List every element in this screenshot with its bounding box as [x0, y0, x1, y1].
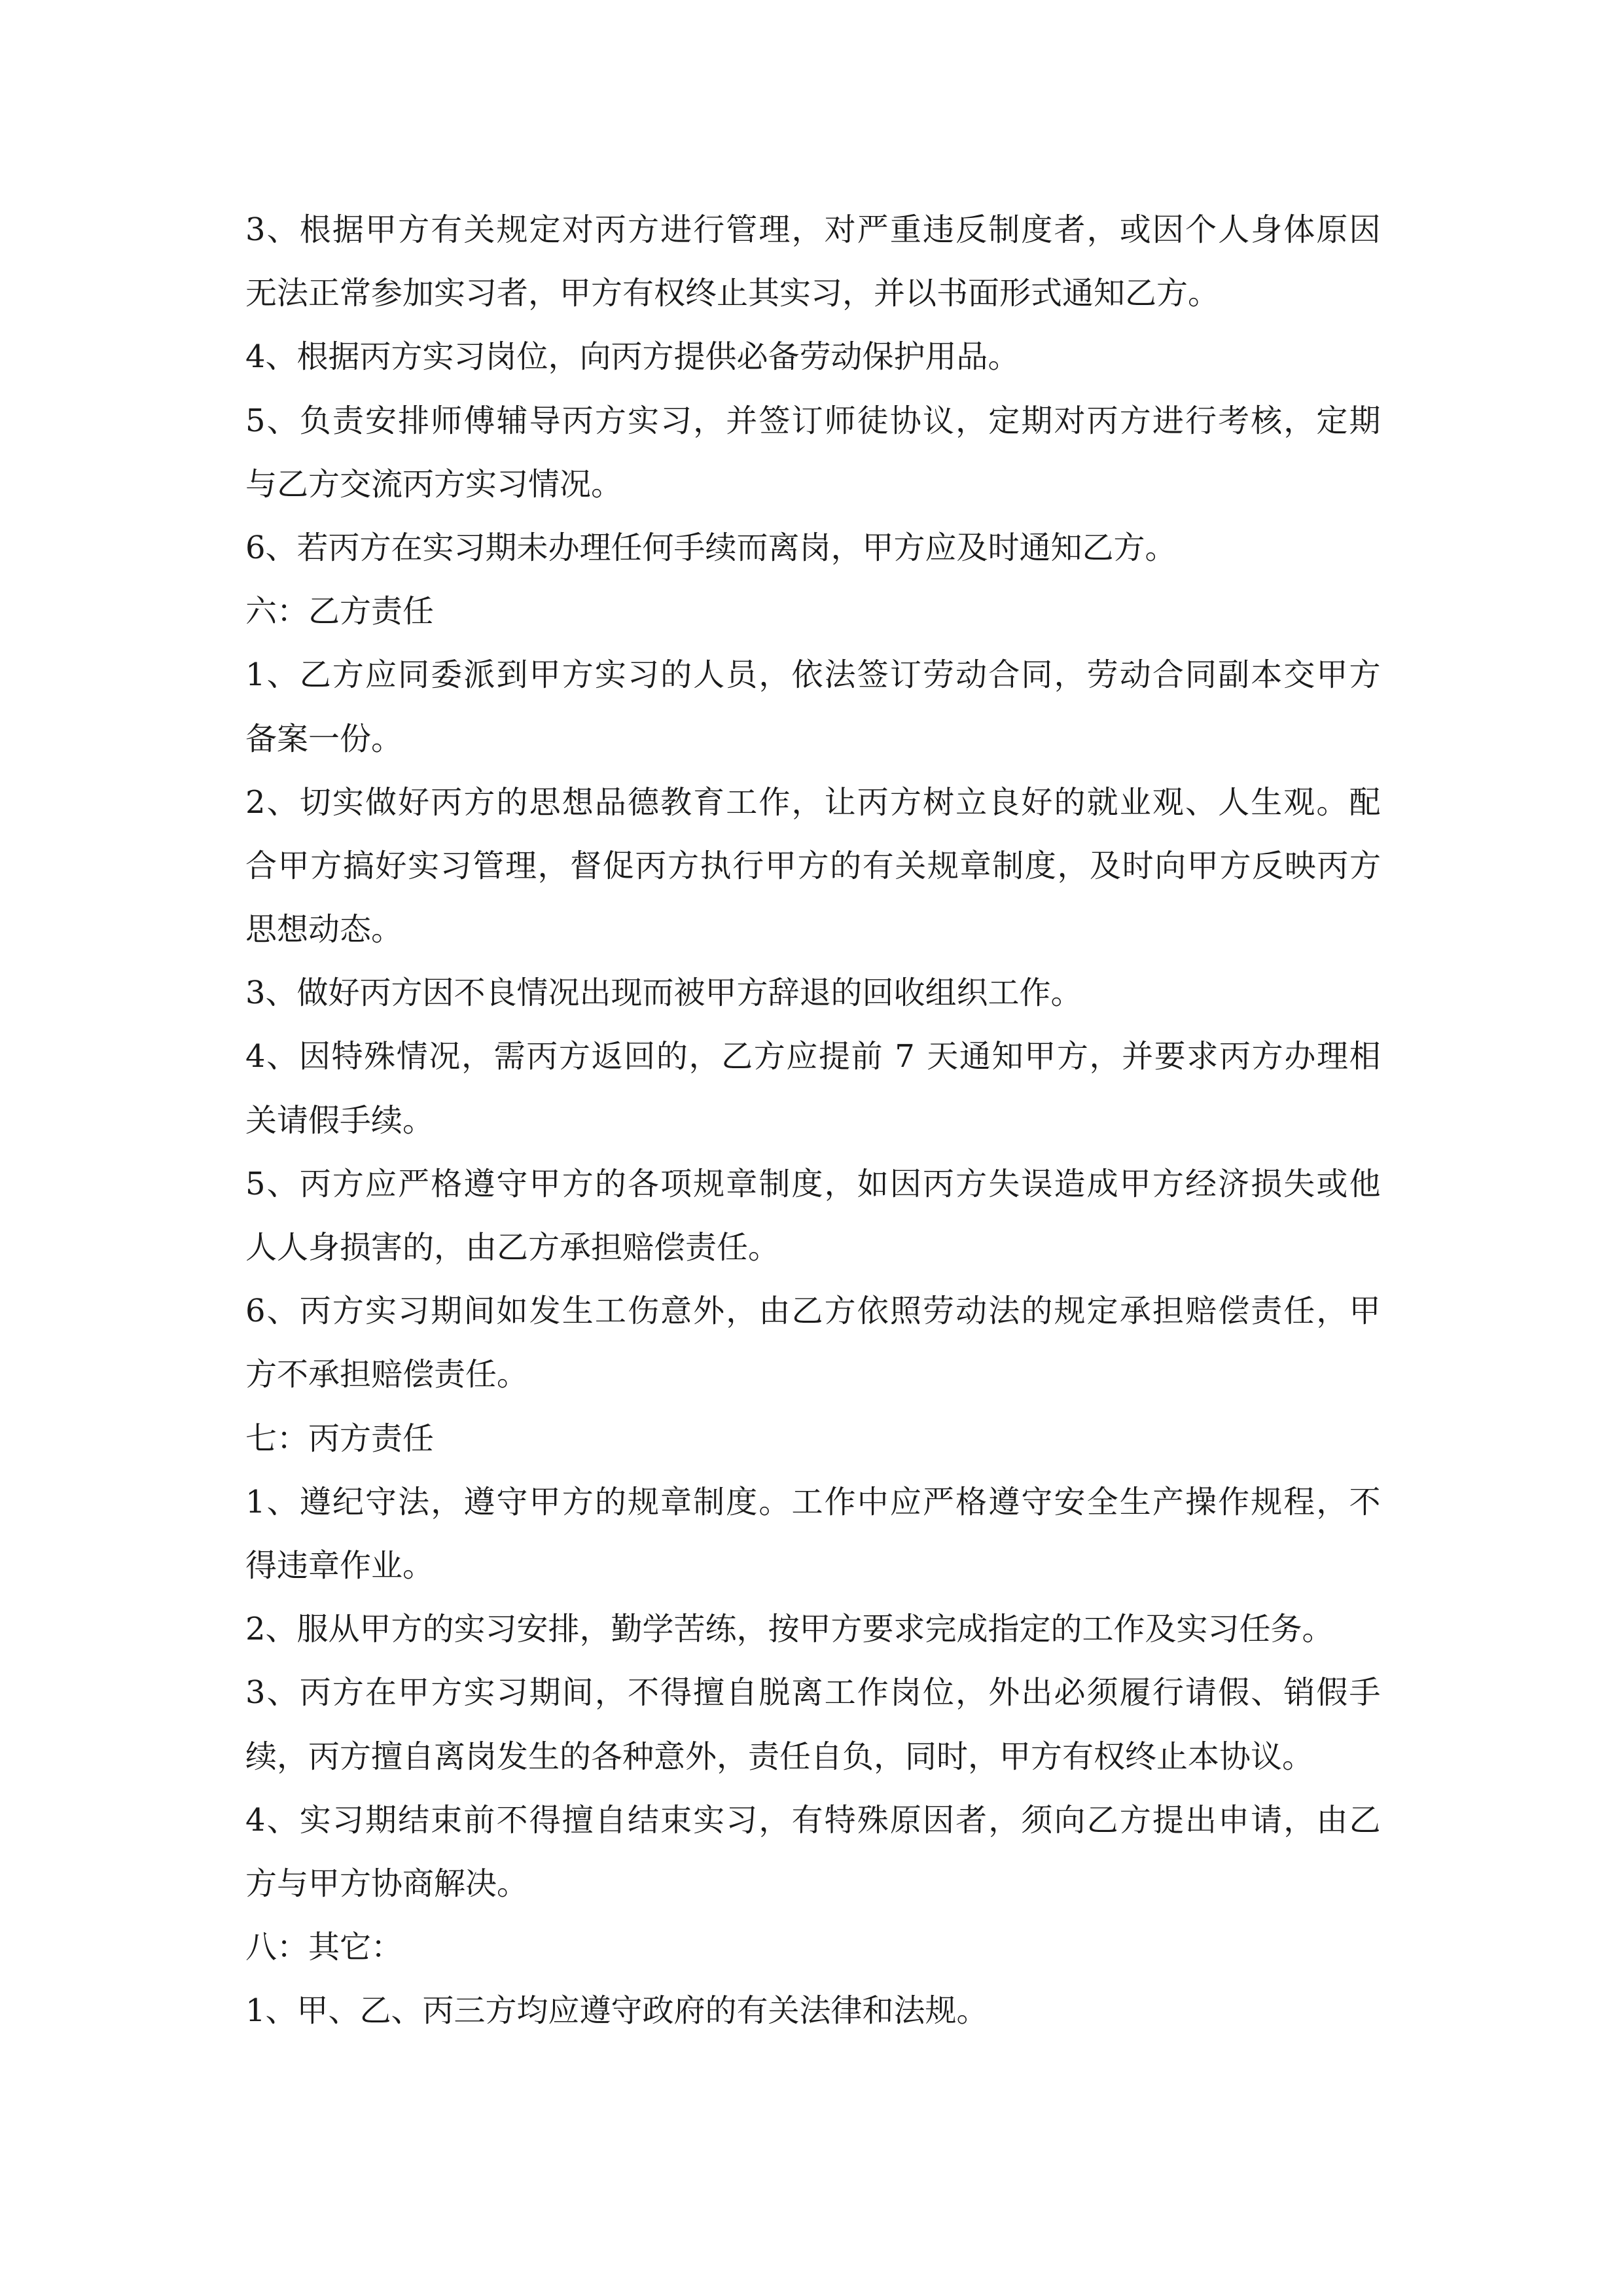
- document-line: 2、切实做好丙方的思想品德教育工作，让丙方树立良好的就业观、人生观。配: [245, 783, 1382, 821]
- document-line: 八：其它：: [245, 1929, 403, 1966]
- document-line: 4、因特殊情况，需丙方返回的，乙方应提前 7 天通知甲方，并要求丙方办理相: [245, 1038, 1382, 1075]
- document-line: 4、实习期结束前不得擅自结束实习，有特殊原因者，须向乙方提出申请，由乙: [245, 1801, 1382, 1839]
- document-line: 无法正常参加实习者，甲方有权终止其实习，并以书面形式通知乙方。: [245, 275, 1220, 312]
- document-line: 七：丙方责任: [245, 1420, 435, 1457]
- document-line: 5、丙方应严格遵守甲方的各项规章制度，如因丙方失误造成甲方经济损失或他: [245, 1165, 1382, 1202]
- document-line: 思想动态。: [245, 911, 403, 948]
- document-line: 6、丙方实习期间如发生工伤意外，由乙方依照劳动法的规定承担赔偿责任，甲: [245, 1293, 1382, 1330]
- document-body: [245, 198, 1381, 2043]
- document-line: 人人身损害的，由乙方承担赔偿责任。: [245, 1229, 780, 1266]
- document-line: 3、丙方在甲方实习期间，不得擅自脱离工作岗位，外出必须履行请假、销假手: [245, 1674, 1382, 1712]
- document-line: 续，丙方擅自离岗发生的各种意外，责任自负，同时，甲方有权终止本协议。: [245, 1738, 1314, 1775]
- document-line: 6、若丙方在实习期未办理任何手续而离岗，甲方应及时通知乙方。: [245, 529, 1177, 566]
- document-line: 1、遵纪守法，遵守甲方的规章制度。工作中应严格遵守安全生产操作规程，不: [245, 1483, 1382, 1520]
- document-line: 方不承担赔偿责任。: [245, 1356, 529, 1393]
- document-line: 1、甲、乙、丙三方均应遵守政府的有关法律和法规。: [245, 1992, 988, 2030]
- document-line: 六：乙方责任: [245, 593, 435, 630]
- document-line: 与乙方交流丙方实习情况。: [245, 465, 623, 503]
- document-line: 关请假手续。: [245, 1102, 435, 1139]
- document-line: 4、根据丙方实习岗位，向丙方提供必备劳动保护用品。: [245, 338, 1020, 376]
- document-line: 合甲方搞好实习管理，督促丙方执行甲方的有关规章制度，及时向甲方反映丙方: [245, 847, 1382, 884]
- document-line: 得违章作业。: [245, 1547, 435, 1584]
- document-line: 3、根据甲方有关规定对丙方进行管理，对严重违反制度者，或因个人身体原因: [245, 211, 1382, 248]
- document-line: 方与甲方协商解决。: [245, 1865, 529, 1902]
- document-line: 2、服从甲方的实习安排，勤学苦练，按甲方要求完成指定的工作及实习任务。: [245, 1611, 1334, 1648]
- document-line: 备案一份。: [245, 720, 403, 757]
- document-line: 1、乙方应同委派到甲方实习的人员，依法签订劳动合同，劳动合同副本交甲方: [245, 656, 1382, 694]
- document-line: 5、负责安排师傅辅导丙方实习，并签订师徒协议，定期对丙方进行考核，定期: [245, 402, 1382, 439]
- document-line: 3、做好丙方因不良情况出现而被甲方辞退的回收组织工作。: [245, 975, 1082, 1012]
